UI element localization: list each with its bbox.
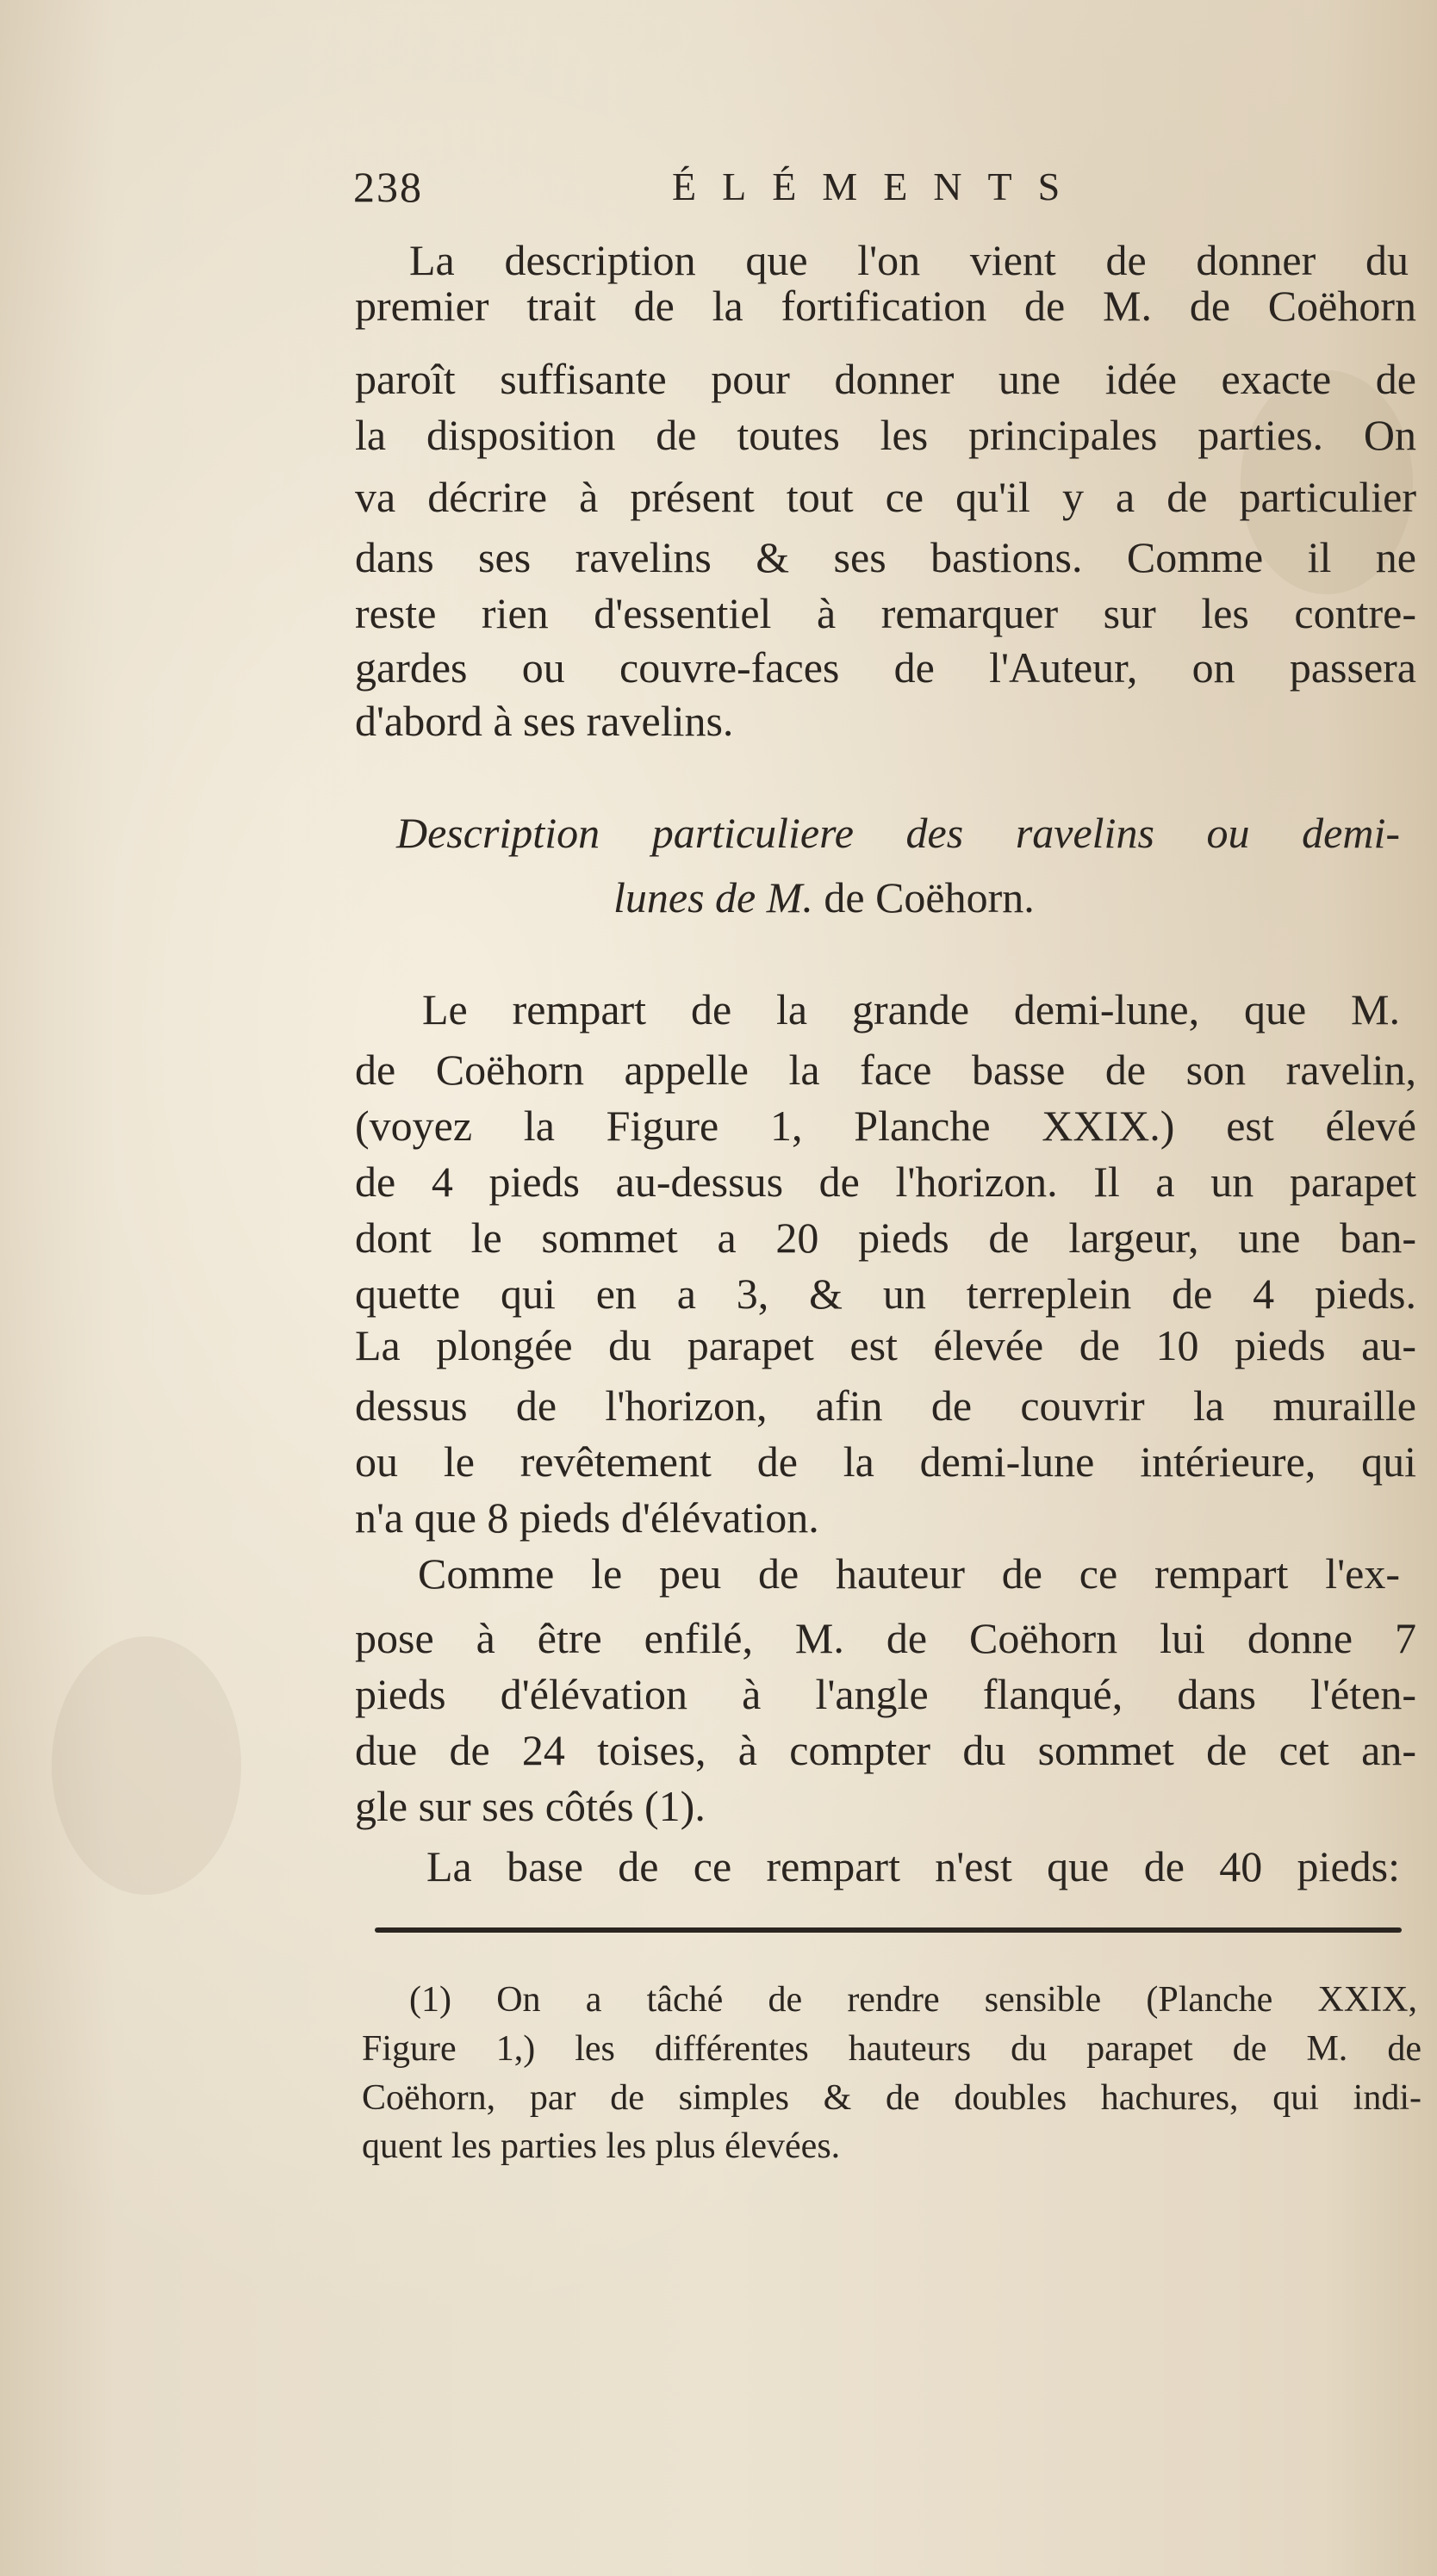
- body-line: gardes ou couvre-faces de l'Auteur, on passera: [355, 643, 1416, 692]
- body-line: dont le sommet a 20 pieds de largeur, une ban-: [355, 1214, 1416, 1262]
- body-line: La base de ce rempart n'est que de 40 pieds:: [426, 1842, 1400, 1890]
- footnote-line: Figure 1,) les différentes hauteurs du parapet de M. de: [362, 2029, 1421, 2069]
- body-line: de Coëhorn appelle la face basse de son ravelin,: [355, 1046, 1416, 1094]
- body-line: de 4 pieds au-dessus de l'horizon. Il a un parapet: [355, 1158, 1416, 1206]
- body-line: pose à être enfilé, M. de Coëhorn lui donne 7: [355, 1614, 1416, 1662]
- body-line: reste rien d'essentiel à remarquer sur les contre-: [355, 589, 1416, 637]
- body-line: Le rempart de la grande demi-lune, que M.: [422, 985, 1400, 1034]
- body-line: due de 24 toises, à compter du sommet de cet an-: [355, 1726, 1416, 1774]
- section-heading-line-2: [613, 874, 1035, 921]
- section-heading-italic: lunes de M.: [613, 873, 813, 922]
- body-line: dans ses ravelins & ses bastions. Comme il ne: [355, 533, 1416, 581]
- page-number: 238: [353, 163, 423, 211]
- body-line: d'abord à ses ravelins.: [355, 697, 734, 745]
- footnote-line: quent les parties les plus élevées.: [362, 2126, 841, 2166]
- body-line: va décrire à présent tout ce qu'il y a de particulier: [355, 473, 1416, 521]
- section-heading: Description particuliere des ravelins ou demi-: [396, 809, 1400, 857]
- footnote-rule: [375, 1927, 1402, 1933]
- body-line: pieds d'élévation à l'angle flanqué, dans l'éten-: [355, 1670, 1416, 1718]
- body-line: (voyez la Figure 1, Planche XXIX.) est élevé: [355, 1102, 1416, 1150]
- running-title: ÉLÉMENTS: [672, 164, 1086, 208]
- body-line: ou le revêtement de la demi-lune intérieure, qui: [355, 1437, 1416, 1486]
- body-line: quette qui en a 3, & un terreplein de 4 pieds.: [355, 1269, 1416, 1318]
- body-line: premier trait de la fortification de M. de Coëhorn: [355, 282, 1416, 330]
- body-line: dessus de l'horizon, afin de couvrir la muraille: [355, 1381, 1416, 1430]
- body-line: paroît suffisante pour donner une idée exacte de: [355, 355, 1416, 403]
- footnote-line: Coëhorn, par de simples & de doubles hachures, qui indi-: [362, 2078, 1421, 2118]
- section-heading-roman: de Coëhorn.: [812, 873, 1035, 922]
- body-line: n'a que 8 pieds d'élévation.: [355, 1493, 819, 1542]
- footnote-line: (1) On a tâché de rendre sensible (Planche XXIX,: [409, 1980, 1417, 2020]
- body-line: la disposition de toutes les principales parties. On: [355, 411, 1416, 459]
- body-line: gle sur ses côtés (1).: [355, 1782, 706, 1830]
- paper-stain: [52, 1636, 241, 1895]
- body-line: Comme le peu de hauteur de ce rempart l'ex-: [418, 1549, 1400, 1598]
- body-line: La description que l'on vient de donner du: [409, 236, 1409, 284]
- body-line: La plongée du parapet est élevée de 10 pieds au-: [355, 1321, 1416, 1369]
